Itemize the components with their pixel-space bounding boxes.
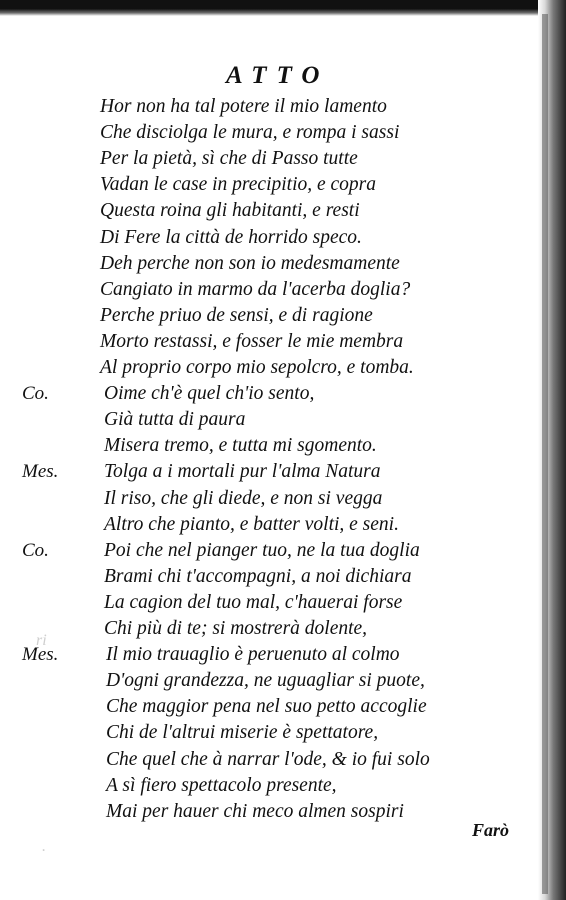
verse-line [0, 277, 538, 303]
speaker-label: Co. [22, 383, 49, 405]
book-gutter-shadow [542, 14, 548, 894]
verse-text: Tolga a i mortali pur l'alma Natura [104, 461, 381, 483]
verse-line [0, 251, 538, 277]
verse-text: Per la pietà, sì che di Passo tutte [100, 148, 358, 170]
verse-line [0, 747, 538, 773]
verse-text: Il riso, che gli diede, e non si vegga [104, 487, 383, 509]
verse-text: Altro che pianto, e batter volti, e seni. [104, 513, 399, 535]
verse-text: Poi che nel pianger tuo, ne la tua doglia [104, 539, 420, 561]
verse-line [0, 433, 538, 459]
verse-text: Vadan le case in precipitio, e copra [100, 174, 377, 196]
verse-line [0, 120, 538, 146]
verse-text: Brami chi t'accompagni, a noi dichiara [104, 565, 412, 587]
verse-text: Oime ch'è quel ch'io sento, [104, 383, 315, 405]
verse-line [0, 303, 538, 329]
verse-text: Di Fere la città de horrido speco. [100, 226, 362, 248]
verse-line [0, 329, 538, 355]
verse-line [0, 773, 538, 799]
verse-text: Cangiato in marmo da l'acerba doglia? [100, 278, 411, 300]
verse-text: A sì fiero spettacolo presente, [106, 774, 337, 796]
verse-line [0, 407, 538, 433]
verse-text: Che disciolga le mura, e rompa i sassi [100, 122, 400, 144]
verse-line [0, 564, 538, 590]
verse-text: Che maggior pena nel suo petto accoglie [106, 696, 427, 718]
verse-text: D'ogni grandezza, ne uguagliar si puote, [106, 670, 425, 692]
verse-text: Chi de l'altrui miserie è spettatore, [106, 722, 379, 744]
running-title: ATTO [226, 62, 330, 89]
verse-line [0, 459, 538, 485]
verse-line [0, 381, 538, 407]
verse-line [0, 355, 538, 381]
verse-line [0, 720, 538, 746]
verse-line [0, 512, 538, 538]
verse-text: Al proprio corpo mio sepolcro, e tomba. [100, 357, 414, 378]
verse-text: Morto restassi, e fosser le mie membra [100, 330, 404, 352]
catchword: Farò [472, 820, 510, 840]
speaker-label: Co. [22, 539, 49, 561]
verse-line [0, 590, 538, 616]
verse-line [0, 538, 538, 564]
show-through-mark: . [42, 838, 46, 855]
show-through-mark: ri [36, 632, 47, 649]
verse-text: Che quel che à narrar l'ode, & io fui solo [106, 748, 430, 770]
verse-line [0, 694, 538, 720]
verse-text: Perche priuo de sensi, e di ragione [100, 304, 373, 326]
verse-text: Mai per hauer chi meco almen sospiri [106, 800, 404, 822]
verse-line [0, 94, 538, 120]
verse-line [0, 799, 538, 825]
verse-line [0, 642, 538, 668]
verse-text: Deh perche non son io medesmamente [100, 252, 400, 274]
verse-line [0, 198, 538, 224]
verse-text: La cagion del tuo mal, c'hauerai forse [104, 591, 403, 613]
speaker-label: Mes. [22, 644, 59, 666]
verse-text: Questa roina gli habitanti, e resti [100, 200, 360, 222]
verse-line [0, 486, 538, 512]
verse-text: Hor non ha tal potere il mio lamento [100, 96, 387, 117]
verse-line [0, 616, 538, 642]
verse-text: Chi più di te; si mostrerà dolente, [104, 618, 368, 639]
verse-text: Il mio trauaglio è peruenuto al colmo [106, 644, 400, 666]
verse-text: Misera tremo, e tutta mi sgomento. [104, 435, 377, 457]
verse-line [0, 146, 538, 172]
verse-line [0, 668, 538, 694]
verse-text: Già tutta di paura [104, 409, 246, 431]
verse-line [0, 172, 538, 198]
verse-line [0, 225, 538, 251]
speaker-label: Mes. [22, 461, 59, 483]
